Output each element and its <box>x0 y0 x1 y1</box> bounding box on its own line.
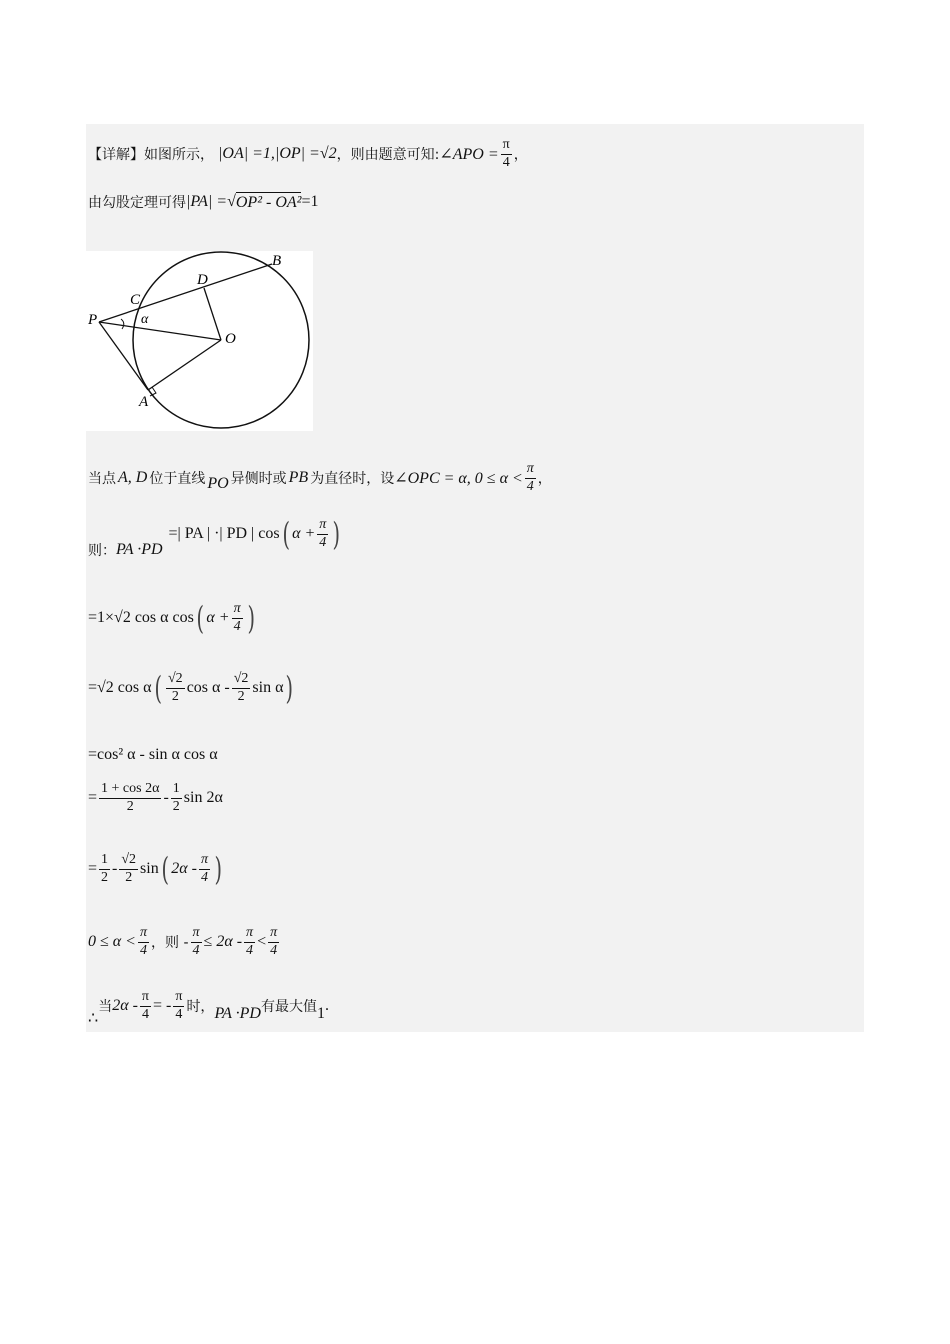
detail-tag: 【详解】 <box>88 147 144 164</box>
given-lengths: |OA| =1,|OP| =√2 <box>218 145 337 163</box>
line-po: PO <box>207 475 229 493</box>
tangent-pa <box>99 322 148 390</box>
segment-po <box>99 322 221 340</box>
geometry-figure <box>86 251 313 431</box>
range-line: 0 ≤ α < $\frac{\pi}{4}$ ，则 - $\frac{\pi}{4}$ ≤ 2α - $\frac{\pi}{4}$ < $\frac{\pi}{4}$ <box>88 925 278 958</box>
label-c: C <box>130 292 141 308</box>
step-6: = $\frac{1}{2}$ - $\frac{√2}{2}$ sin ( 2α - $\frac{\pi}{4}$ ) <box>88 850 222 889</box>
step-3: =√2 cos α ( $\frac{√2}{2}$ cos α - $\frac{√2}{2}$ sin α ) <box>88 669 294 708</box>
perpendicular-od <box>204 288 221 340</box>
label-alpha: α <box>141 312 149 327</box>
step-1: 则： PA ·PD =| PA | ·| PD | cos ( α + $\frac{\pi}{4}$ ) <box>88 515 341 560</box>
pa-lhs: |PA| = <box>186 193 228 210</box>
step-4: =cos² α - sin α cos α <box>88 746 218 763</box>
angle-opc-condition: ∠OPC = α, 0 ≤ α < <box>394 470 523 488</box>
label-a: A <box>139 394 149 410</box>
pythagoras-radicand: OP² - OA² <box>235 194 302 211</box>
pi-over-4: $\frac{\pi}{4}$ <box>502 137 510 170</box>
pythagoras-text: 由勾股定理可得 <box>88 195 186 211</box>
secant-pb <box>99 264 272 322</box>
segment-pb: PB <box>288 469 309 487</box>
then-text: ，则由题意可知: <box>336 147 440 164</box>
intro-line: 【详解】 如图所示， |OA| =1,|OP| =√2 ，则由题意可知: ∠APO = $\frac{\pi}{4}$ ， <box>88 137 528 170</box>
dot-product: PA ·PD <box>116 541 163 559</box>
max-value: 1 <box>316 1005 325 1023</box>
label-p: P <box>88 312 98 328</box>
label-d: D <box>197 272 208 288</box>
angle-apo: ∠APO = <box>439 146 499 164</box>
pa-result: =1 <box>301 193 319 210</box>
step-5: = $\frac{1 + \cos 2\alpha}{2}$ - $\frac{1}{2}$ sin 2α <box>88 781 223 814</box>
case-line: 当点 A, D 位于直线 PO 异侧时或 PB 为直径时，设 ∠OPC = α, 0 ≤ α < $\frac{\pi}{4}$ ， <box>88 461 552 494</box>
angle-arc <box>121 319 124 329</box>
conclusion-line: ∴ 当 2α - $\frac{\pi}{4}$ = - $\frac{\pi}{4}$ 时， PA ·PD 有最大值 1 . <box>88 989 329 1028</box>
label-b: B <box>272 253 282 269</box>
points-ad: A, D <box>118 469 148 487</box>
pythagoras-line: 由勾股定理可得 |PA| = √ OP² - OA² =1 <box>88 193 319 211</box>
label-o: O <box>225 331 236 347</box>
step-2: =1×√2 cos α cos ( α + $\frac{\pi}{4}$ ) <box>88 599 255 638</box>
intro-text: 如图所示， <box>144 147 214 164</box>
radius-oa <box>148 340 221 390</box>
